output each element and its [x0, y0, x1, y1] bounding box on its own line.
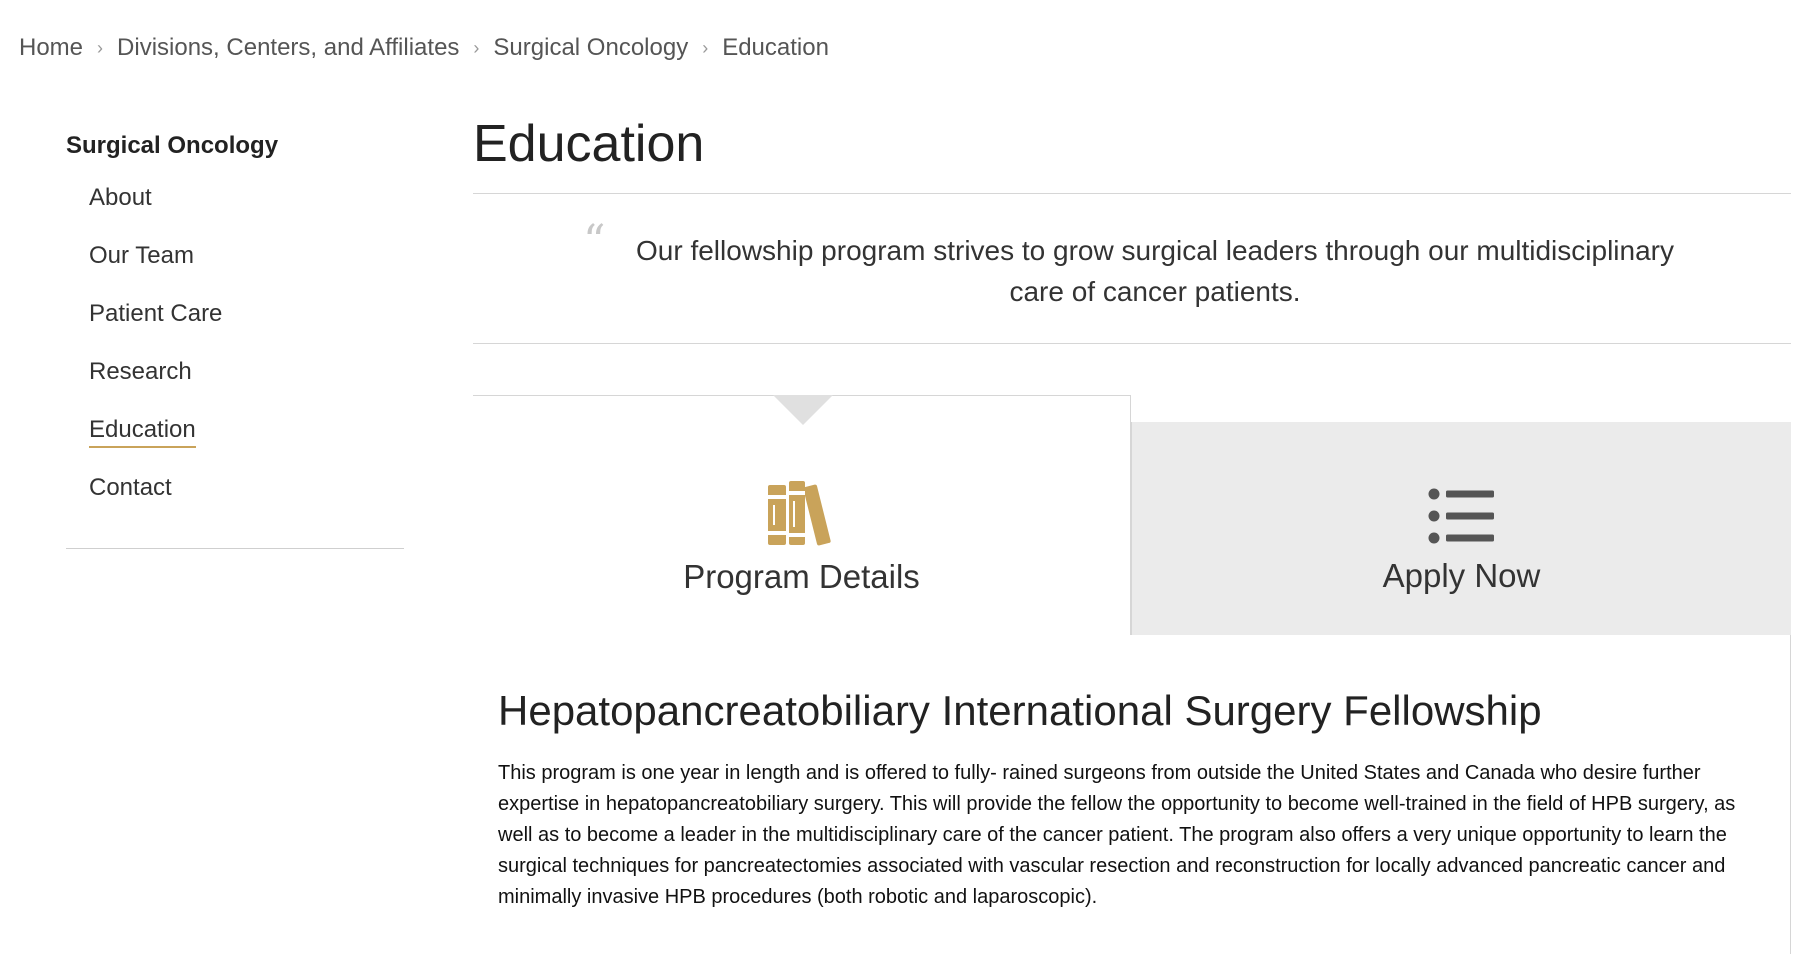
sidebar-item-label: Contact	[89, 474, 172, 501]
sidebar-item-label: About	[89, 184, 152, 211]
sidebar	[66, 132, 404, 549]
tab-program-details[interactable]	[473, 395, 1131, 635]
sidebar-item-label: Education	[89, 418, 196, 448]
books-icon	[766, 481, 838, 547]
breadcrumb-surgical-oncology[interactable]: Surgical Oncology	[493, 34, 689, 61]
fellowship-title: Hepatopancreatobiliary International Surgery Fellowship	[498, 687, 1542, 734]
tab-apply-now[interactable]	[1131, 422, 1791, 635]
sidebar-item-label: Our Team	[89, 242, 194, 269]
sidebar-item-our-team[interactable]	[89, 244, 404, 302]
intro-quote: Our fellowship program strives to grow surgical leaders through our multidisciplinary care of cancer patients.	[636, 235, 1674, 307]
program-details-panel	[473, 635, 1791, 954]
chevron-right-icon: ›	[97, 37, 104, 58]
breadcrumb	[19, 34, 829, 62]
chevron-right-icon: ›	[702, 37, 709, 58]
tab-label: Program Details	[683, 558, 920, 595]
sidebar-title[interactable]: Surgical Oncology	[66, 132, 279, 159]
sidebar-item-about[interactable]	[89, 186, 404, 244]
sidebar-item-patient-care[interactable]	[89, 302, 404, 360]
chevron-right-icon: ›	[473, 37, 480, 58]
breadcrumb-divisions[interactable]: Divisions, Centers, and Affiliates	[117, 34, 460, 61]
page-title: Education	[473, 115, 705, 173]
fellowship-description: This program is one year in length and is offered to fully- rained surgeons from outside the United States and Canada who desire further expertise in hepatopancreatobiliary surgery. This will provide the fellow the opportunity to become well-trained in the field of HPB surgery, as well as to become a leader in the multidisciplinary care of the cancer patient. The program also offers a very unique opportunity to learn the surgical techniques for pancreatectomies associated with vascular resection and reconstruction for locally advanced pancreatic cancer and minimally invasive HPB procedures (both robotic and laparoscopic).	[498, 762, 1736, 908]
sidebar-item-label: Patient Care	[89, 300, 223, 327]
sidebar-item-education[interactable]	[89, 418, 404, 476]
sidebar-item-contact[interactable]	[89, 476, 404, 534]
breadcrumb-current: Education	[722, 34, 829, 61]
breadcrumb-home[interactable]: Home	[19, 34, 84, 61]
tab-label: Apply Now	[1382, 557, 1541, 594]
quote-mark-icon: “	[583, 216, 606, 267]
active-tab-caret-icon	[773, 395, 833, 425]
sidebar-nav	[66, 186, 404, 534]
divider	[473, 193, 1791, 194]
sidebar-item-label: Research	[89, 358, 192, 385]
list-icon	[1428, 488, 1496, 544]
sidebar-item-research[interactable]	[89, 360, 404, 418]
sidebar-divider	[66, 548, 404, 549]
divider	[473, 343, 1791, 344]
